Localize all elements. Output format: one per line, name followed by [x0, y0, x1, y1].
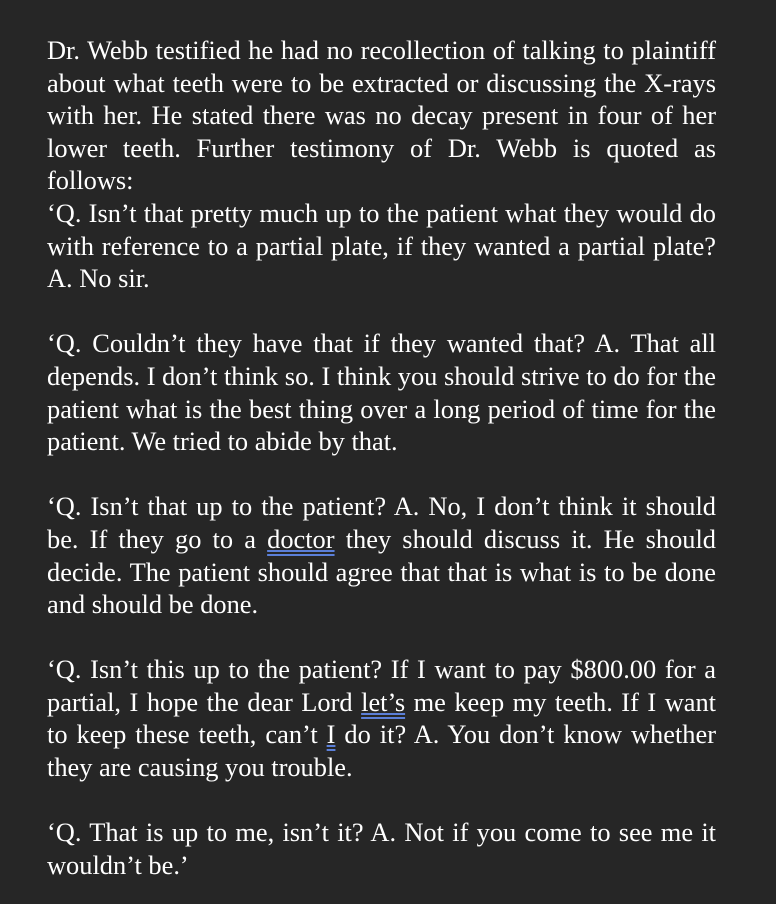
paragraph-quote-keep-teeth[interactable]	[47, 653, 716, 783]
paragraph-text: me keep my teeth. If I want to keep these teeth, can’t	[47, 686, 716, 750]
paragraph-quote-up-to-patient[interactable]	[47, 490, 716, 620]
paragraph-text: ‘Q. That is up to me, isn’t it? A. Not if you come to see me it wouldn’t be.’	[47, 817, 716, 880]
paragraph-text: ‘Q. Couldn’t they have that if they wanted that? A. That all depends. I don’t think so. I think you should strive to do for the patient what is the best thing over a long period of time for the patient. We tried to abide by that.	[47, 328, 716, 457]
paragraph-text: do it? A. You don’t know whether they are causing you trouble.	[47, 719, 716, 783]
paragraph-text: ‘Q. Isn’t that up to the patient? A. No, I don’t think it should be. If they go to a	[47, 491, 716, 554]
paragraph-text: ‘Q. Isn’t this up to the patient? If I want to pay $800.00 for a partial, I hope the dear Lord	[47, 654, 716, 717]
paragraph-text: they should discuss it. He should decide. The patient should agree that that is what is to be done and should be done.	[47, 523, 716, 620]
paragraph-quote-all-depends[interactable]	[47, 327, 716, 457]
grammar-marked-word-i[interactable]: I	[326, 719, 336, 750]
paragraph-testimony-intro[interactable]	[47, 34, 716, 197]
document-body	[47, 34, 716, 881]
paragraph-quote-up-to-me[interactable]	[47, 816, 716, 881]
grammar-marked-word-doctor[interactable]: doctor	[267, 523, 335, 554]
paragraph-text: ‘Q. Isn’t that pretty much up to the patient what they would do with reference to a partial plate, if they wanted a partial plate? A. No sir.	[47, 197, 716, 294]
grammar-marked-word-lets[interactable]: let’s	[361, 686, 406, 717]
paragraph-quote-partial-plate[interactable]	[47, 197, 716, 295]
paragraph-text: Dr. Webb testified he had no recollection of talking to plaintiff about what teeth were to be extracted or discussing the X-rays with her. He stated there was no decay present in four of her lower teeth. Further testimony of Dr. Webb is quoted as follows:	[47, 35, 716, 196]
